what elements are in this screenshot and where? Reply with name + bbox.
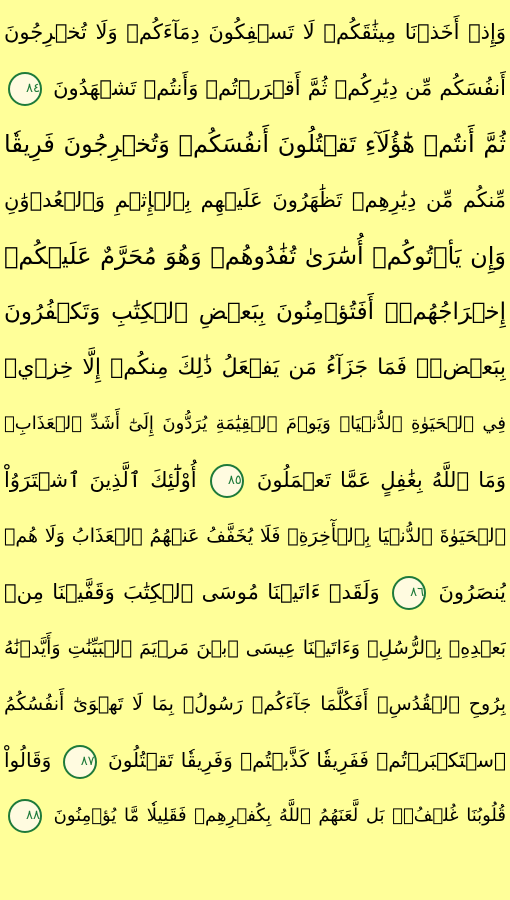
line-text: ٱسۡتَكۡبَرۡتُمۡ فَفَرِيقٗا كَذَّبۡتُمۡ وَفَرِيقٗا تَقۡتُلُونَ xyxy=(108,748,506,772)
line-text-after-marker: وَقَالُواْ xyxy=(4,748,52,772)
line-text: بِرُوحِ ٱلۡقُدُسِۗ أَفَكُلَّمَا جَآءَكُمۡ رَسُولُۢ بِمَا لَا تَهۡوَىٰٓ أَنفُسُكُمُ xyxy=(4,693,506,715)
line-text: وَإِن يَأۡتُوكُمۡ أُسَٰرَىٰ تُفَٰدُوهُمۡ وَهُوَ مُحَرَّمٌ عَلَيۡكُمۡ xyxy=(4,242,506,270)
verse-line xyxy=(4,788,506,844)
line-text-after-marker: وَلَقَدۡ ءَاتَيۡنَا مُوسَى ٱلۡكِتَٰبَ وَقَفَّيۡنَا مِنۢ xyxy=(4,580,380,604)
verse-line xyxy=(4,4,506,60)
verse-line xyxy=(4,620,506,676)
verse-line xyxy=(4,732,506,788)
verse-number-marker: ٨٥ xyxy=(210,464,244,498)
verse-number-marker: ٨٧ xyxy=(63,745,97,779)
verse-line xyxy=(4,676,506,732)
verse-number-marker: ٨٨ xyxy=(8,799,42,833)
verse-line xyxy=(4,396,506,452)
line-text: إِخۡرَاجُهُمۡۚ أَفَتُؤۡمِنُونَ بِبَعۡضِ ٱلۡكِتَٰبِ وَتَكۡفُرُونَ xyxy=(4,299,506,325)
line-text: بِبَعۡضٖۚ فَمَا جَزَآءُ مَن يَفۡعَلُ ذَٰلِكَ مِنكُمۡ إِلَّا خِزۡيٞ xyxy=(4,355,506,380)
line-text: قُلُوبُنَا غُلۡفُۢۚ بَل لَّعَنَهُمُ ٱللَّهُ بِكُفۡرِهِمۡ فَقَلِيلٗا مَّا يُؤۡمِنُونَ xyxy=(53,805,506,826)
verse-line xyxy=(4,452,506,508)
line-text: مِّنكُم مِّن دِيَٰرِهِمۡ تَظَٰهَرُونَ عَلَيۡهِم بِٱلۡإِثۡمِ وَٱلۡعُدۡوَٰنِ xyxy=(4,188,506,212)
verse-number-marker: ٨٦ xyxy=(392,576,426,610)
verse-line xyxy=(4,172,506,228)
verse-number-marker: ٨٤ xyxy=(8,72,42,106)
verse-line xyxy=(4,116,506,172)
line-text: وَمَا ٱللَّهُ بِغَٰفِلٍ عَمَّا تَعۡمَلُونَ xyxy=(256,468,506,492)
line-text: بَعۡدِهِۦ بِٱلرُّسُلِۖ وَءَاتَيۡنَا عِيسَى ٱبۡنَ مَرۡيَمَ ٱلۡبَيِّنَٰتِ وَأَيَّدۡنَٰهُ xyxy=(4,637,506,659)
verse-line xyxy=(4,60,506,116)
line-text: يُنصَرُونَ xyxy=(438,580,506,604)
verse-line xyxy=(4,564,506,620)
line-text: وَإِذۡ أَخَذۡنَا مِيثَٰقَكُمۡ لَا تَسۡفِكُونَ دِمَآءَكُمۡ وَلَا تُخۡرِجُونَ xyxy=(4,20,506,44)
line-text: فِي ٱلۡحَيَوٰةِ ٱلدُّنۡيَاۖ وَيَوۡمَ ٱلۡقِيَٰمَةِ يُرَدُّونَ إِلَىٰٓ أَشَدِّ ٱلۡعَذَابِۗ xyxy=(4,413,506,434)
verse-line xyxy=(4,284,506,340)
line-text: ثُمَّ أَنتُمۡ هَٰٓؤُلَآءِ تَقۡتُلُونَ أَنفُسَكُمۡ وَتُخۡرِجُونَ فَرِيقٗا xyxy=(4,130,506,158)
verse-line xyxy=(4,340,506,396)
line-text: ٱلۡحَيَوٰةَ ٱلدُّنۡيَا بِٱلۡأٓخِرَةِۖ فَلَا يُخَفَّفُ عَنۡهُمُ ٱلۡعَذَابُ وَلَا هُمۡ xyxy=(4,525,506,547)
line-text-after-marker: أُوْلَٰٓئِكَ ٱلَّذِينَ ٱشۡتَرَوُاْ xyxy=(4,468,197,492)
verse-line xyxy=(4,228,506,284)
verse-line xyxy=(4,508,506,564)
line-text: أَنفُسَكُم مِّن دِيَٰرِكُمۡ ثُمَّ أَقۡرَرۡتُمۡ وَأَنتُمۡ تَشۡهَدُونَ xyxy=(53,76,506,100)
